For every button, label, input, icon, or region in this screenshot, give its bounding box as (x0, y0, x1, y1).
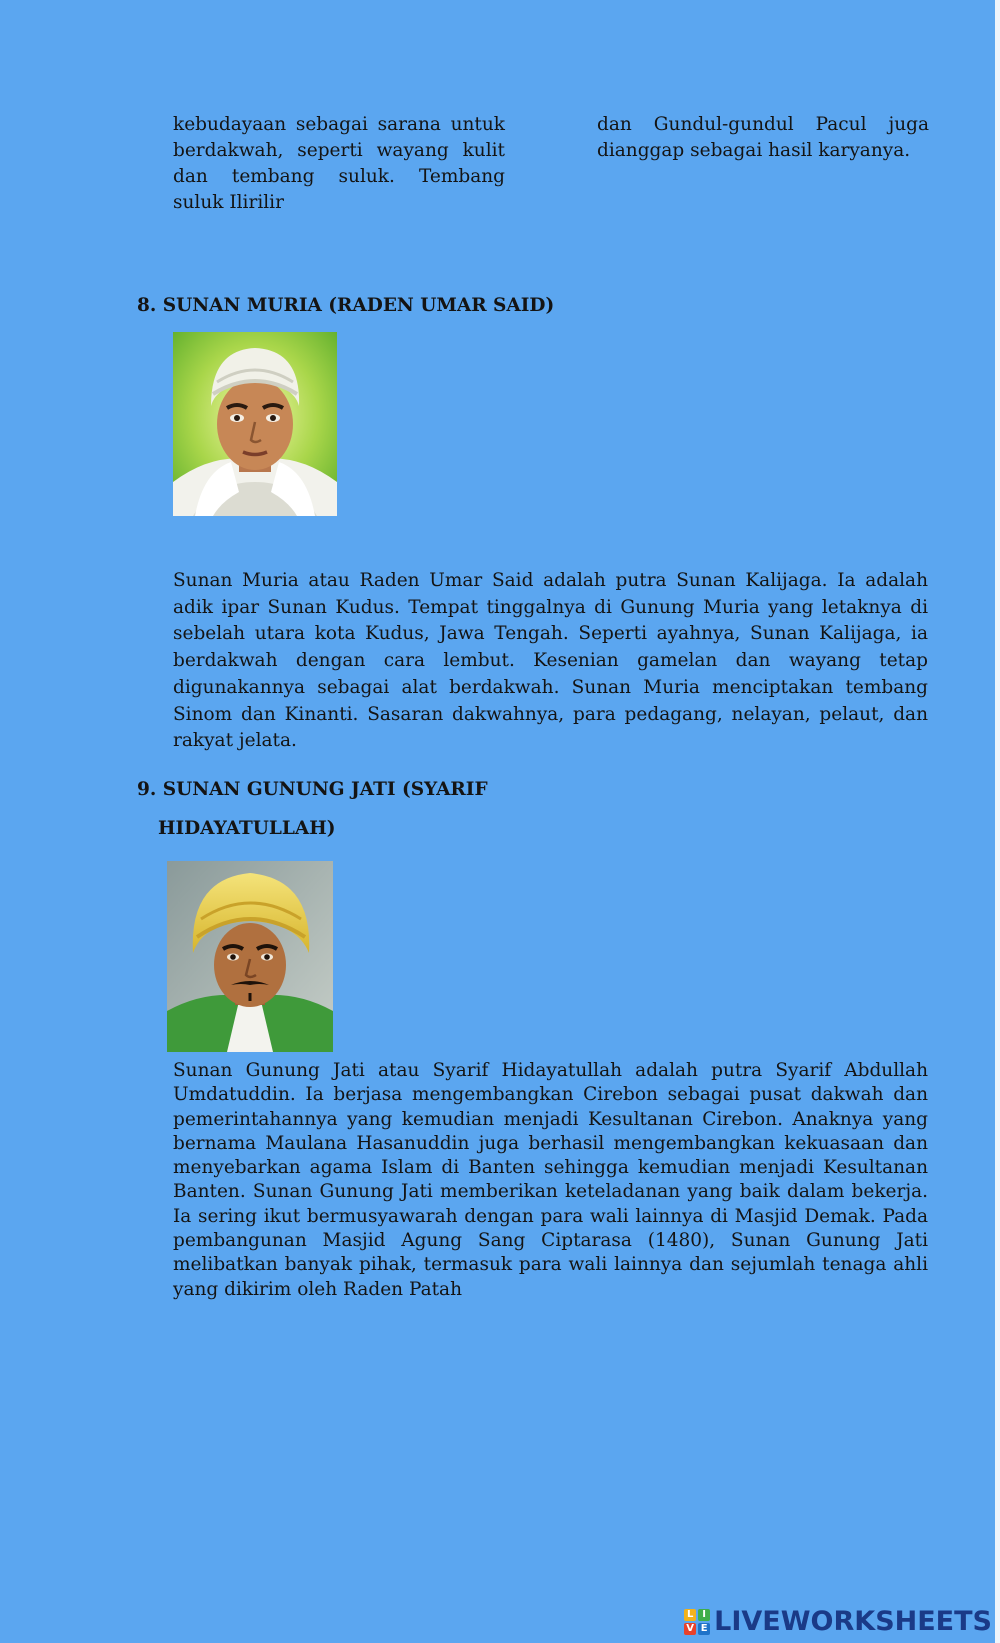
continuation-right-column: dan Gundul-gundul Pacul juga dianggap sebagai hasil karyanya. (597, 114, 929, 161)
portrait-white-turban-icon (173, 332, 337, 516)
portrait-yellow-turban-icon (167, 861, 333, 1052)
logo-letter-l: L (684, 1609, 696, 1621)
liveworksheets-logo[interactable] (684, 1606, 992, 1637)
logo-letter-i: I (698, 1609, 710, 1621)
section9-heading-line2: HIDAYATULLAH) (158, 818, 336, 839)
liveworksheets-text: LIVEWORKSHEETS (714, 1606, 992, 1637)
section9-paragraph: Sunan Gunung Jati atau Syarif Hidayatullah adalah putra Syarif Abdullah Umdatuddin. Ia berjasa mengembangkan Cirebon sebagai pusat dakwah dan pemerintahannya yang kemudian menjadi Kesultanan Cirebon. Anaknya yang bernama Maulana Hasanuddin juga berhasil mengembangkan kekuasaan dan menyebarkan agama Islam di Banten sehingga kemudian menjadi Kesultanan Banten. Sunan Gunung Jati memberikan keteladanan yang baik dalam bekerja. Ia sering ikut bermusyawarah dengan para wali lainnya di Masjid Demak. Pada pembangunan Masjid Agung Sang Ciptarasa (1480), Sunan Gunung Jati melibatkan banyak pihak, termasuk para wali lainnya dan sejumlah tenaga ahli yang dikirim oleh Raden Patah (173, 1060, 928, 1300)
continuation-left-column: kebudayaan sebagai sarana untuk berdakwah, seperti wayang kulit dan tembang suluk. Tembang suluk Ilirilir (173, 114, 505, 213)
logo-letter-e: E (698, 1623, 710, 1635)
section9-heading-line1: 9. SUNAN GUNUNG JATI (SYARIF (137, 779, 488, 800)
section8-heading: 8. SUNAN MURIA (RADEN UMAR SAID) (137, 295, 555, 316)
logo-letter-v: V (684, 1623, 696, 1635)
section8-paragraph: Sunan Muria atau Raden Umar Said adalah putra Sunan Kalijaga. Ia adalah adik ipar Sunan Kudus. Tempat tinggalnya di Gunung Muria yang letaknya di sebelah utara kota Kudus, Jawa Tengah. Seperti ayahnya, Sunan Kalijaga, ia berdakwah dengan cara lembut. Kesenian gamelan dan wayang tetap digunakannya sebagai alat berdakwah. Sunan Muria menciptakan tembang Sinom dan Kinanti. Sasaran dakwahnya, para pedagang, nelayan, pelaut, dan rakyat jelata. (173, 570, 928, 752)
liveworksheets-icon (684, 1609, 710, 1635)
page-edge (995, 0, 1000, 1643)
